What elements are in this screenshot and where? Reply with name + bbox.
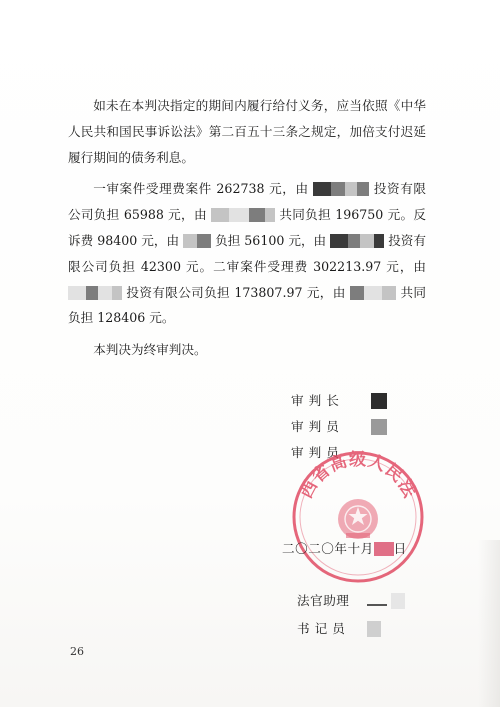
redacted-name xyxy=(348,234,360,248)
page-edge-shadow xyxy=(478,540,500,707)
seal-text: 西省高级人民法 xyxy=(296,449,420,502)
judge-label-1: 审 判 员 xyxy=(291,419,340,434)
paragraph-final-judgment xyxy=(68,337,426,363)
fee-text-2: 投资有限公司负担 65988 元，由 xyxy=(68,181,426,223)
final-judgment-text: 本判决为终审判决。 xyxy=(93,342,207,358)
svg-text:西省高级人民法 xyxy=(296,449,420,502)
redacted-assistant-name xyxy=(391,593,405,609)
date-suffix: 日 xyxy=(393,541,407,556)
redacted-name xyxy=(374,234,384,248)
page-number: 26 xyxy=(70,645,84,658)
redacted-name xyxy=(313,182,331,196)
redacted-name xyxy=(249,208,265,222)
redacted-name xyxy=(265,208,275,222)
redacted-name xyxy=(382,286,396,300)
presiding-judge-label: 审 判 长 xyxy=(291,393,340,408)
redacted-name xyxy=(183,234,197,248)
redacted-day xyxy=(374,542,394,556)
redacted-name xyxy=(331,182,345,196)
date-prefix: 二〇二〇年十月 xyxy=(282,541,374,556)
redacted-name xyxy=(98,286,112,300)
judgment-date xyxy=(282,538,407,557)
paragraph1-text: 如未在本判决指定的期间内履行给付义务，应当依照《中华人民共和国民事诉讼法》第二百五十三条之规定，加倍支付迟延履行期间的债务利息。 xyxy=(68,98,426,165)
redacted-name xyxy=(86,286,98,300)
paragraph-court-fees xyxy=(68,176,426,331)
clerk-signature-block xyxy=(297,587,405,643)
redacted-clerk-name xyxy=(367,621,381,637)
judicial-assistant-label: 法官助理 xyxy=(297,593,350,608)
presiding-judge-row xyxy=(291,388,387,414)
judge-row-1 xyxy=(291,414,387,440)
redacted-name xyxy=(364,286,382,300)
court-clerk-label: 书 记 员 xyxy=(297,621,346,636)
fee-text-4: 负担 56100 元，由 xyxy=(215,232,327,248)
redacted-name xyxy=(345,182,357,196)
redacted-name xyxy=(229,208,249,222)
redacted-name xyxy=(330,234,348,248)
court-seal-stamp xyxy=(288,447,428,587)
redacted-name xyxy=(350,286,364,300)
judge-label-2: 审 判 员 xyxy=(291,445,340,460)
redacted-name xyxy=(112,286,122,300)
redacted-name xyxy=(357,182,369,196)
redacted-name xyxy=(360,234,374,248)
redacted-assistant-name xyxy=(367,596,387,606)
redacted-judge-name-1 xyxy=(371,419,387,435)
paragraph-performance-obligation xyxy=(68,93,426,170)
court-clerk-row xyxy=(297,615,405,643)
national-emblem-icon xyxy=(338,499,378,539)
judgment-body xyxy=(68,93,426,363)
redacted-presiding-judge-name xyxy=(371,393,387,409)
redacted-name xyxy=(197,234,211,248)
fee-text-5: 投资有限公司负担 42300 元。二审案件受理费 302213.97 元，由 xyxy=(68,232,426,274)
redacted-name xyxy=(68,286,86,300)
fee-text-3: 共同负担 196750 元。反诉费 98400 元，由 xyxy=(68,207,426,248)
fee-text-7: 共同负担 128406 元。 xyxy=(68,284,426,326)
redacted-name xyxy=(211,208,229,222)
fee-text-6: 投资有限公司负担 173807.97 元，由 xyxy=(126,284,346,300)
judicial-assistant-row xyxy=(297,587,405,615)
fee-text-1: 一审案件受理费案件 262738 元，由 xyxy=(93,181,309,197)
